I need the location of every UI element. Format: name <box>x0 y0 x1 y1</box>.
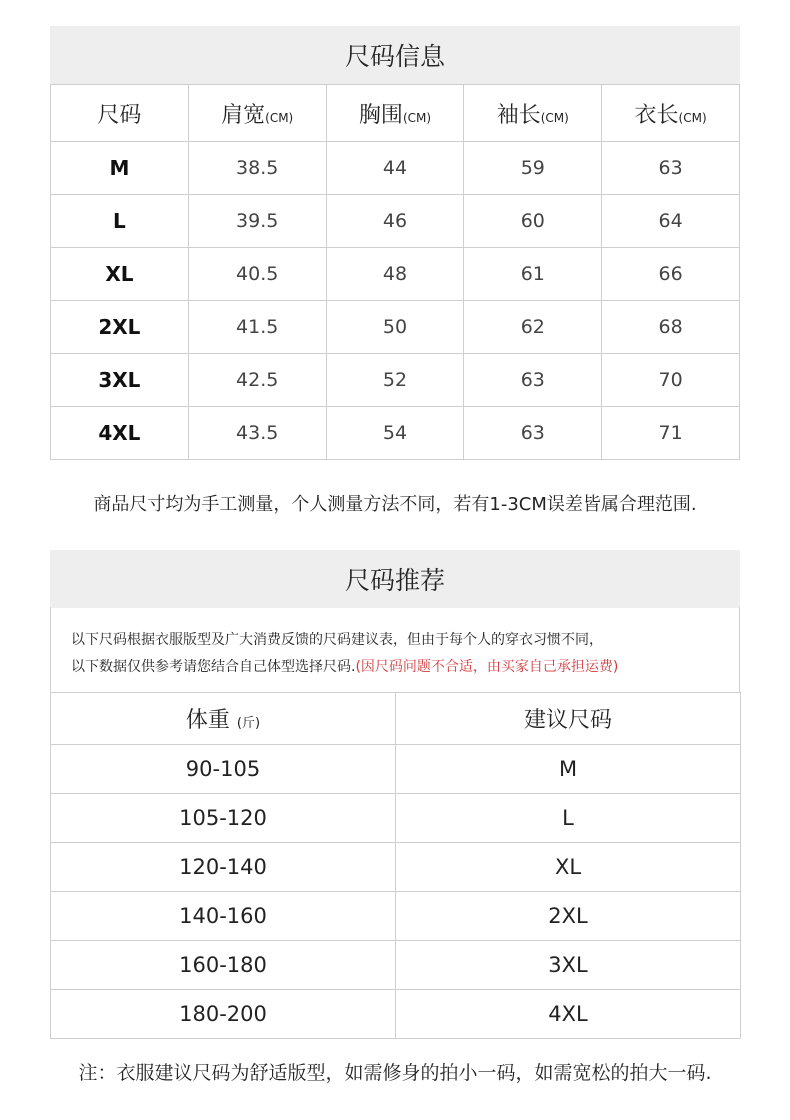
recommend-title <box>50 550 740 608</box>
table-row <box>51 745 741 794</box>
suggested-size-cell: XL <box>396 843 741 892</box>
sleeve-cell: 60 <box>464 195 602 248</box>
table-row <box>51 195 740 248</box>
chest-cell: 48 <box>326 248 464 301</box>
table-row <box>51 301 740 354</box>
header-size: 尺码 <box>51 85 189 142</box>
table-row <box>51 794 741 843</box>
size-cell: 3XL <box>51 354 189 407</box>
size-cell: 4XL <box>51 407 189 460</box>
suggested-size-cell: L <box>396 794 741 843</box>
size-cell: L <box>51 195 189 248</box>
table-row <box>51 941 741 990</box>
fit-note: 注：衣服建议尺码为舒适版型，如需修身的拍小一码，如需宽松的拍大一码. <box>78 1062 712 1084</box>
suggested-size-cell: 3XL <box>396 941 741 990</box>
table-row <box>51 843 741 892</box>
chest-cell: 50 <box>326 301 464 354</box>
chest-cell: 44 <box>326 142 464 195</box>
header-sleeve: 袖长(CM) <box>464 85 602 142</box>
shoulder-cell: 40.5 <box>188 248 326 301</box>
recommend-description <box>50 607 740 692</box>
weight-cell: 180-200 <box>51 990 396 1039</box>
chest-cell: 54 <box>326 407 464 460</box>
header-shoulder: 肩宽(CM) <box>188 85 326 142</box>
length-cell: 70 <box>602 354 740 407</box>
unit-label: (斤) <box>236 716 261 731</box>
table-row <box>51 990 741 1039</box>
length-cell: 64 <box>602 195 740 248</box>
table-row <box>51 354 740 407</box>
size-cell: XL <box>51 248 189 301</box>
weight-cell: 105-120 <box>51 794 396 843</box>
shoulder-cell: 38.5 <box>188 142 326 195</box>
size-info-title-text: 尺码信息 <box>344 42 445 71</box>
size-info-table <box>50 84 740 460</box>
weight-cell: 140-160 <box>51 892 396 941</box>
shoulder-cell: 41.5 <box>188 301 326 354</box>
sleeve-cell: 61 <box>464 248 602 301</box>
table-row <box>51 892 741 941</box>
size-cell: M <box>51 142 189 195</box>
unit-label: (CM) <box>678 110 707 125</box>
sleeve-cell: 59 <box>464 142 602 195</box>
chest-cell: 46 <box>326 195 464 248</box>
shoulder-cell: 42.5 <box>188 354 326 407</box>
description-line-2 <box>71 654 719 681</box>
size-info-header-row <box>51 85 740 142</box>
recommend-title-text: 尺码推荐 <box>344 566 445 595</box>
suggested-size-cell: M <box>396 745 741 794</box>
size-info-title <box>50 26 740 84</box>
suggested-size-cell: 4XL <box>396 990 741 1039</box>
weight-cell: 160-180 <box>51 941 396 990</box>
table-row <box>51 407 740 460</box>
table-row <box>51 248 740 301</box>
chest-cell: 52 <box>326 354 464 407</box>
sleeve-cell: 63 <box>464 354 602 407</box>
description-line-1: 以下尺码根据衣服版型及广大消费反馈的尺码建议表，但由于每个人的穿衣习惯不同， <box>71 632 603 648</box>
table-row <box>51 142 740 195</box>
length-cell: 68 <box>602 301 740 354</box>
sleeve-cell: 62 <box>464 301 602 354</box>
weight-cell: 120-140 <box>51 843 396 892</box>
header-length: 衣长(CM) <box>602 85 740 142</box>
length-cell: 71 <box>602 407 740 460</box>
recommend-header-row <box>51 693 741 745</box>
header-suggested-size: 建议尺码 <box>396 693 741 745</box>
length-cell: 63 <box>602 142 740 195</box>
unit-label: (CM) <box>540 110 569 125</box>
unit-label: (CM) <box>402 110 432 125</box>
header-weight: 体重 (斤) <box>51 693 396 745</box>
length-cell: 66 <box>602 248 740 301</box>
shipping-warning: (因尺码问题不合适，由买家自己承担运费) <box>355 659 619 675</box>
suggested-size-cell: 2XL <box>396 892 741 941</box>
shoulder-cell: 39.5 <box>188 195 326 248</box>
shoulder-cell: 43.5 <box>188 407 326 460</box>
size-cell: 2XL <box>51 301 189 354</box>
measurement-note: 商品尺寸均为手工测量，个人测量方法不同，若有1-3CM误差皆属合理范围. <box>93 494 697 515</box>
unit-label: (CM) <box>265 110 294 125</box>
sleeve-cell: 63 <box>464 407 602 460</box>
weight-cell: 90-105 <box>51 745 396 794</box>
header-chest: 胸围(CM) <box>326 85 464 142</box>
description-text: 以下数据仅供参考请您结合自己体型选择尺码. <box>71 659 356 675</box>
recommend-table <box>50 692 741 1039</box>
